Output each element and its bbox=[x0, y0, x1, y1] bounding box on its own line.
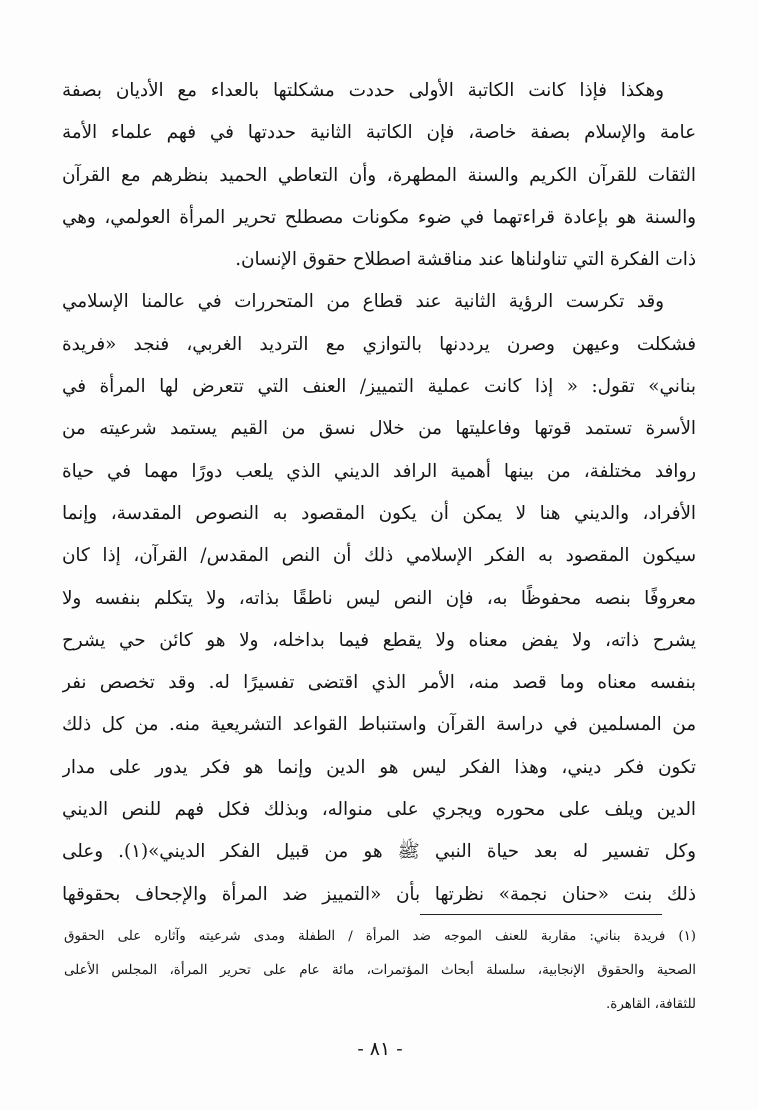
footnote-line: للثقافة، القاهرة. bbox=[606, 997, 696, 1012]
text-line: روافد مختلفة، من بينها أهمية الرافد الديني الذي يلعب دورًا مهما في حياة bbox=[62, 460, 696, 482]
text-line: من المسلمين في دراسة القرآن واستنباط القواعد التشريعية منه. من كل ذلك bbox=[62, 714, 696, 736]
text-line: الثقات للقرآن الكريم والسنة المطهرة، وأن التعاطي الحميد بنظرهم مع القرآن bbox=[62, 164, 696, 186]
text-line: الأسرة تستمد قوتها وفاعليتها من خلال نسق من القيم يستمد شرعيته من bbox=[62, 418, 696, 440]
text-line: الأفراد، والديني هنا لا يمكن أن يكون المقصود به النصوص المقدسة، وإنما bbox=[62, 502, 696, 524]
footnotes bbox=[64, 920, 696, 1022]
text-line: فشكلت وعيهن وصرن يرددنها بالتوازي مع الترديد الغربي، فنجد «فريدة bbox=[62, 333, 696, 355]
text-line: معروفًا بنصه محفوظًا به، فإن النص ليس ناطقًا بذاته، ولا يتكلم بنفسه ولا bbox=[62, 587, 696, 609]
footnote-line: (١) فريدة بناني: مقاربة للعنف الموجه ضد المرأة / الطفلة ومدى شرعيته وآثاره على الحقوق bbox=[64, 929, 696, 944]
page-number: - ٨١ - bbox=[357, 1038, 403, 1060]
text-line: عامة والإسلام بصفة خاصة، فإن الكاتبة الثانية حددتها في فهم علماء الأمة bbox=[62, 122, 696, 144]
text-line: بناني» تقول: « إذا كانت عملية التمييز/ العنف التي تتعرض لها المرأة في bbox=[62, 376, 696, 398]
main-text bbox=[62, 70, 696, 916]
text-line: والسنة هو بإعادة قراءتهما في ضوء مكونات مصطلح تحرير المرأة العولمي، وهي bbox=[62, 206, 696, 228]
footnote-line: الصحية والحقوق الإنجابية، سلسلة أبحاث المؤتمرات، مائة عام على تحرير المرأة، المجلس الأعلى bbox=[64, 963, 696, 978]
text-line: ذات الفكرة التي تناولناها عند مناقشة اصطلاح حقوق الإنسان. bbox=[235, 249, 696, 271]
text-line: الدين ويلف على محوره ويجري على منواله، وبذلك فكل فهم للنص الديني bbox=[62, 799, 696, 821]
text-line: وقد تكرست الرؤية الثانية عند قطاع من المتحررات في عالمنا الإسلامي bbox=[62, 291, 664, 313]
text-line: وهكذا فإذا كانت الكاتبة الأولى حددت مشكلتها بالعداء مع الأديان بصفة bbox=[62, 80, 664, 101]
text-line: تكون فكر ديني، وهذا الفكر ليس هو الدين وإنما هو فكر يدور على مدار bbox=[62, 756, 696, 778]
text-line: يشرح ذاته، ولا يفض معناه ولا يقطع فيما بداخله، ولا هو كائن حي يشرح bbox=[62, 629, 696, 651]
footnote-divider bbox=[420, 914, 662, 915]
text-line: بنفسه معناه وما قصد منه، الأمر الذي اقتضى تفسيرًا له. وقد تخصص نفر bbox=[62, 672, 696, 694]
text-line: ذلك بنت «حنان نجمة» نظرتها بأن «التمييز ضد المرأة والإجحاف بحقوقها bbox=[62, 883, 696, 905]
text-line: سيكون المقصود به الفكر الإسلامي ذلك أن النص المقدس/ القرآن، إذا كان bbox=[62, 545, 696, 567]
text-line: وكل تفسير له بعد حياة النبي ﷺ هو من قبيل الفكر الديني»(١). وعلى bbox=[62, 841, 696, 863]
